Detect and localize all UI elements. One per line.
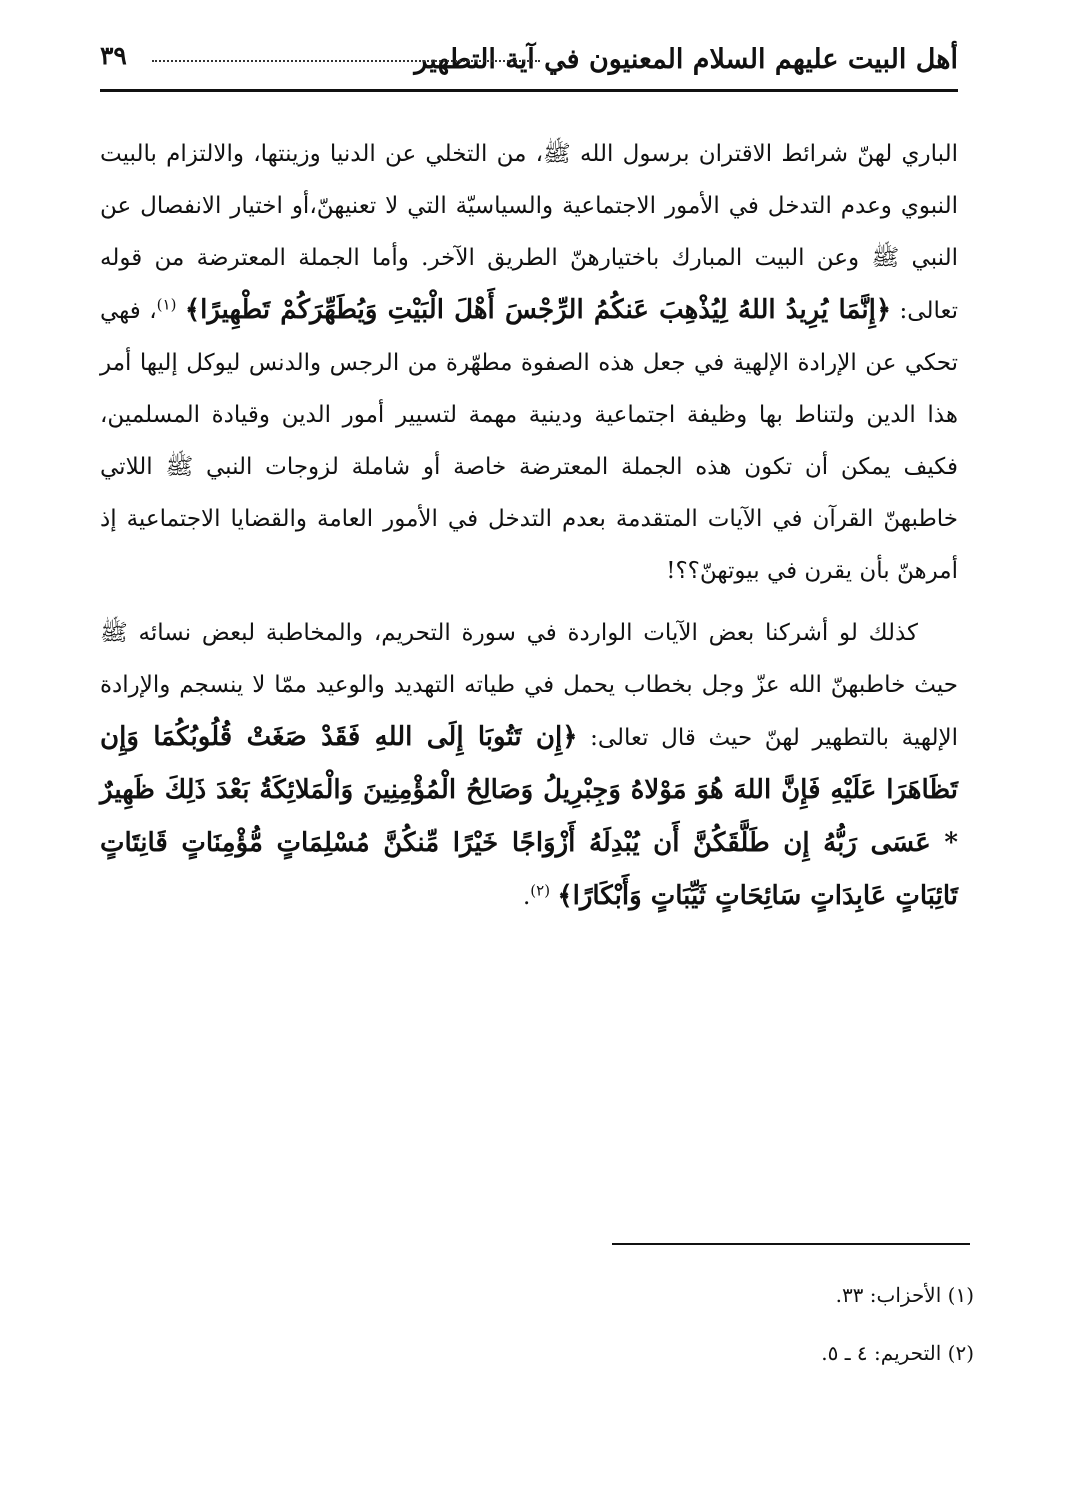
quran-verse: ﴿إِنَّمَا يُرِيدُ اللهُ لِيُذْهِبَ عَنكُمُ الرِّجْسَ أَهْلَ الْبَيْتِ وَيُطَهِّرَكُمْ تَطْهِيرًا﴾	[184, 295, 892, 325]
paragraph-text: ، فهي تحكي عن الإرادة الإلهية في جعل هذه الصفوة مطهّرة من الرجس والدنس ليوكل إليها أمر هذا الدين ولتناط بها وظيفة اجتماعية ودينية مهمة لتسيير أمور الدين وقيادة المسلمين، فكيف يمكن أن تكون هذه الجملة المعترضة خاصة أو شاملة لزوجات النبي ﷺ اللاتي خاطبهنّ القرآن في الآيات المتقدمة بعدم التدخل في الأمور العامة والقضايا الاجتماعية إذ أمرهنّ بأن يقرن في بيوتهنّ؟؟!	[100, 298, 958, 584]
running-header	[100, 38, 958, 90]
footnote-ref: (٢)	[530, 881, 551, 900]
paragraph-text: كذلك لو أشركنا بعض الآيات الواردة في سورة التحريم، والمخاطبة لبعض نسائه ﷺ حيث خاطبهنّ الله عزّ وجل بخطاب يحمل في طياته التهديد والوعيد ممّا لا ينسجم والإرادة الإلهية بالتطهير لهنّ حيث قال تعالى:	[100, 620, 958, 751]
page-number: ٣٩	[100, 41, 127, 70]
footnote: (١) الأحزاب: ٣٣.	[835, 1283, 974, 1307]
quran-verse: ﴿إِن تَتُوبَا إِلَى اللهِ فَقَدْ صَغَتْ قُلُوبُكُمَا وَإِن تَظَاهَرَا عَلَيْهِ فَإِنَّ اللهَ هُوَ مَوْلاهُ وَجِبْرِيلُ وَصَالِحُ الْمُؤْمِنِينَ وَالْمَلائِكَةُ بَعْدَ ذَلِكَ ظَهِيرٌ * عَسَى رَبُّهُ إِن طَلَّقَكُنَّ أَن يُبْدِلَهُ أَزْوَاجًا خَيْرًا مِّنكُنَّ مُسْلِمَاتٍ مُّؤْمِنَاتٍ قَانِتَاتٍ تَائِبَاتٍ عَابِدَاتٍ سَائِحَاتٍ ثَيِّبَاتٍ وَأَبْكَارًا﴾	[100, 722, 958, 911]
leader-dots	[152, 60, 540, 62]
footnote-ref: (١)	[156, 295, 177, 314]
paragraph	[100, 128, 958, 597]
running-title: أهل البيت عليهم السلام المعنيون في آية التطهير	[414, 44, 958, 75]
footnote-separator	[612, 1243, 970, 1245]
paragraph-text: الباري لهنّ شرائط الاقتران برسول الله ﷺ، من التخلي عن الدنيا وزينتها، والالتزام بالبيت النبوي وعدم التدخل في الأمور الاجتماعية والسياسيّة التي لا تعنيهنّ،أو اختيار الانفصال عن النبي ﷺ وعن البيت المبارك باختيارهنّ الطريق الآخر. وأما الجملة المعترضة من قوله تعالى:	[100, 141, 958, 324]
main-text	[100, 128, 958, 923]
footnotes	[100, 1280, 974, 1396]
footnote: (٢) التحريم: ٤ ـ ٥.	[821, 1341, 974, 1365]
paragraph-text: .	[522, 884, 531, 910]
header-rule	[100, 89, 958, 92]
paragraph	[100, 607, 958, 923]
